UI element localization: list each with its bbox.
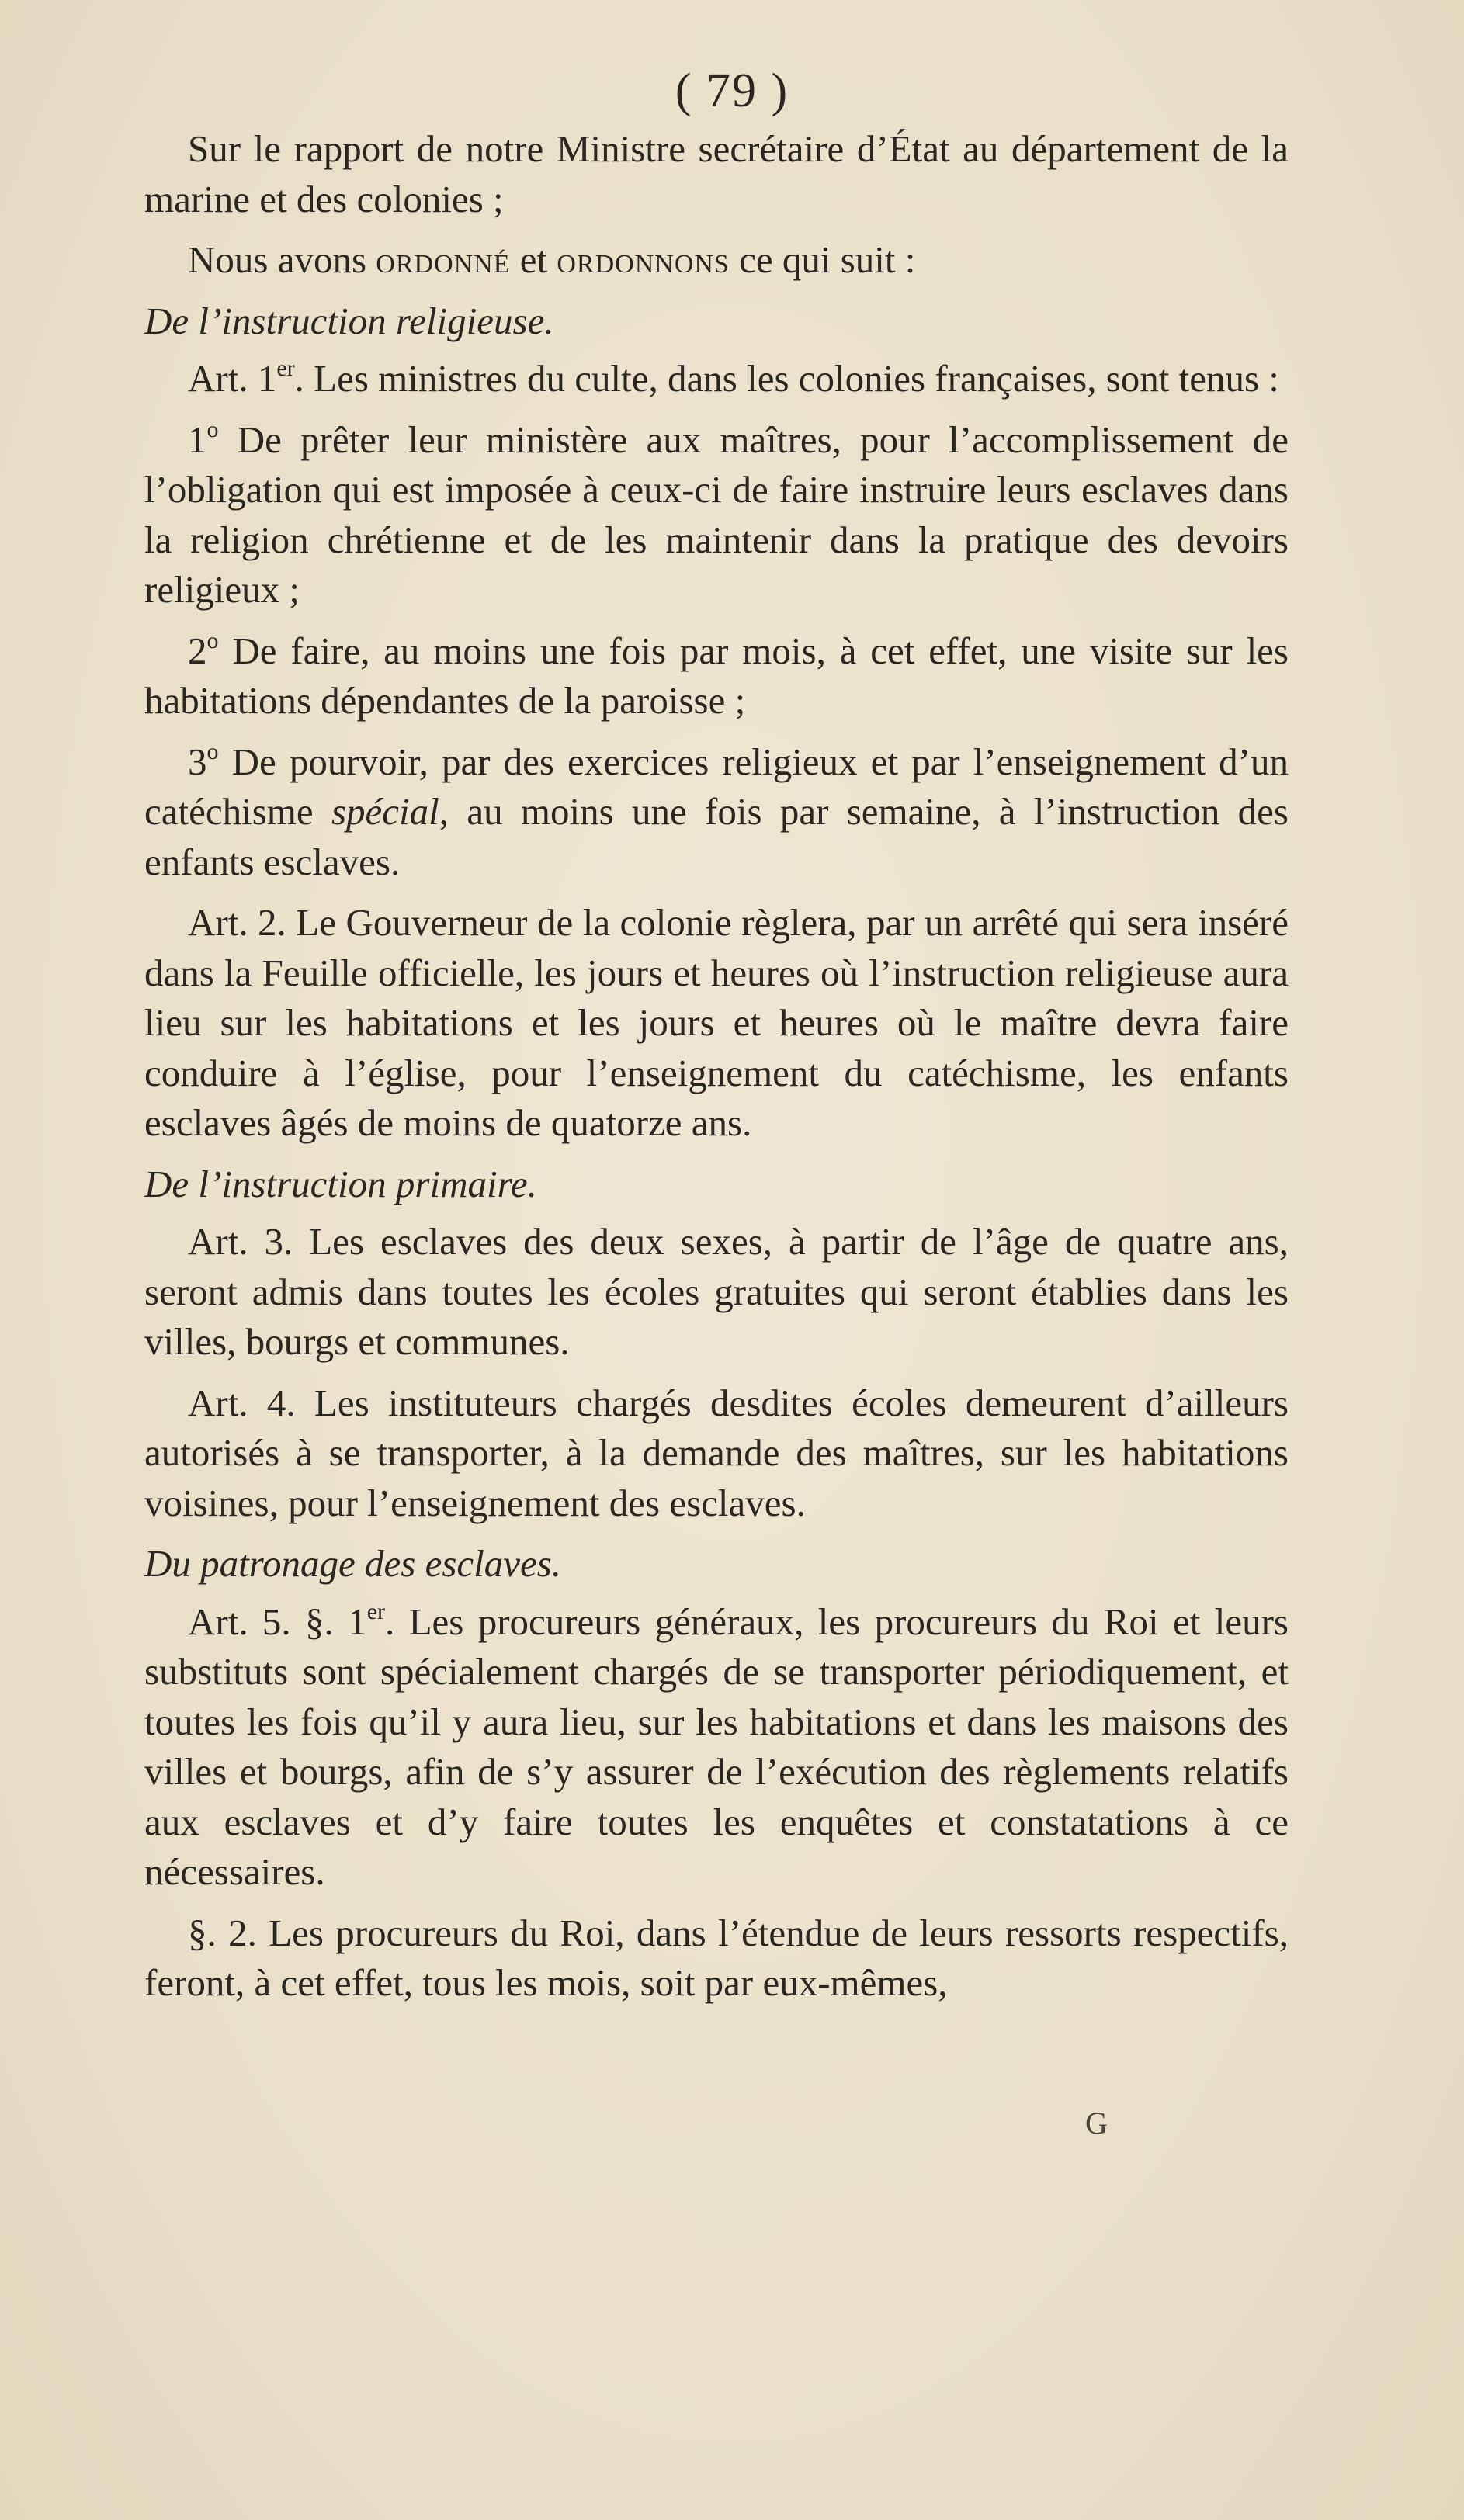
ordinance-formula bbox=[144, 235, 1289, 286]
item-3-superscript: o bbox=[206, 738, 219, 764]
article-5-section-2: §. 2. Les procureurs du Roi, dans l’étendue de leurs ressorts respectifs, feront, à cet effet, tous les mois, soit par eux-mêmes, bbox=[144, 1911, 1289, 2004]
article-5-text: . Les procureurs généraux, les procureurs du Roi et leurs substituts sont spécialement chargés de se transporter périodiquement, et toutes les fois qu’il y aura lieu, sur les habitations et dans les maisons des villes et bourgs, afin de s’y assurer de l’exécution des règlements relatifs aux esclaves et d’y faire toutes les enquêtes et constatations à ce nécessaires. bbox=[144, 1600, 1289, 1893]
article-3: Art. 3. Les esclaves des deux sexes, à partir de l’âge de quatre ans, seront admis dans toutes les écoles gratuites qui seront établies dans les villes, bourgs et communes. bbox=[144, 1220, 1289, 1363]
page-body bbox=[144, 124, 1289, 2009]
item-2-text: De faire, au moins une fois par mois, à cet effet, une visite sur les habitations dépendantes de la paroisse ; bbox=[144, 629, 1289, 722]
article-1-item-3 bbox=[144, 737, 1289, 888]
item-2-number: 2 bbox=[188, 629, 207, 672]
article-1 bbox=[144, 354, 1289, 404]
preamble-paragraph: Sur le rapport de notre Ministre secrétaire d’État au département de la marine et des colonies ; bbox=[144, 127, 1289, 220]
item-1-superscript: o bbox=[206, 416, 219, 442]
formula-smallcaps-ordonne: ordonné bbox=[376, 238, 511, 281]
formula-text-end: ce qui suit : bbox=[729, 238, 916, 281]
page-number: ( 79 ) bbox=[675, 64, 789, 117]
article-1-item-1 bbox=[144, 415, 1289, 615]
article-1-item-2 bbox=[144, 626, 1289, 726]
item-3-italic-word: spécial bbox=[331, 790, 439, 833]
article-1-superscript: er bbox=[276, 355, 295, 381]
article-5-superscript: er bbox=[366, 1598, 385, 1624]
section-heading-primary-instruction: De l’instruction primaire. bbox=[144, 1162, 537, 1205]
section-heading-religious-instruction: De l’instruction religieuse. bbox=[144, 299, 554, 342]
article-4: Art. 4. Les instituteurs chargés desdites écoles demeurent d’ailleurs autorisés à se transporter, à la demande des maîtres, sur les habitations voisines, pour l’enseignement des esclaves. bbox=[144, 1381, 1289, 1524]
article-5-label: Art. 5. §. 1 bbox=[188, 1600, 367, 1643]
article-1-label: Art. 1 bbox=[188, 357, 277, 400]
article-1-text: . Les ministres du culte, dans les colonies françaises, sont tenus : bbox=[294, 357, 1279, 400]
article-2: Art. 2. Le Gouverneur de la colonie règlera, par un arrêté qui sera inséré dans la Feuille officielle, les jours et heures où l’instruction religieuse aura lieu sur les habitations et les jours et heures où le maître devra faire conduire à l’église, pour l’enseignement du catéchisme, les enfants esclaves âgés de moins de quatorze ans. bbox=[144, 901, 1289, 1144]
item-3-text-b: , au moins une fois par semaine, à l’instruction des enfants esclaves. bbox=[144, 790, 1289, 883]
formula-text: Nous avons bbox=[188, 238, 376, 281]
item-1-text: De prêter leur ministère aux maîtres, pour l’accomplissement de l’obligation qui est imposée à ceux-ci de faire instruire leurs esclaves dans la religion chrétienne et de les maintenir dans la pratique des devoirs religieux ; bbox=[144, 418, 1289, 611]
section-heading-patronage: Du patronage des esclaves. bbox=[144, 1542, 562, 1585]
article-5 bbox=[144, 1597, 1289, 1898]
formula-smallcaps-ordonnons: ordonnons bbox=[557, 238, 730, 281]
signature-mark: G bbox=[1085, 2106, 1108, 2140]
item-2-superscript: o bbox=[206, 627, 219, 653]
item-3-text-a: De pourvoir, par des exercices religieux et par l’enseignement d’un catéchisme bbox=[144, 740, 1289, 833]
item-1-number: 1 bbox=[188, 418, 207, 461]
formula-text-mid: et bbox=[510, 238, 557, 281]
item-3-number: 3 bbox=[188, 740, 207, 783]
